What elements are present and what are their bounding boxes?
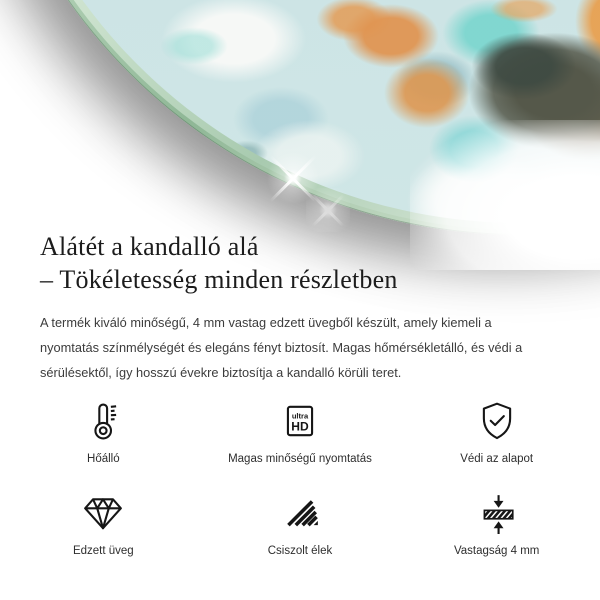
page-title-line1: Alátét a kandalló alá (40, 232, 259, 261)
feature-grid (0, 400, 600, 558)
feature-thickness-4mm (398, 492, 595, 558)
page-title-line2: – Tökéletesség minden részletben (40, 265, 398, 294)
feature-label: Csiszolt élek (267, 545, 333, 557)
product-description-section (0, 230, 600, 385)
feature-protects-base (398, 400, 595, 466)
product-description-text: A termék kiváló minőségű, 4 mm vastag edzett üvegből készült, amely kiemeli a nyomtatás színmélységét és elegáns fényt biztosít. Magas hőmérsékletálló, és védi a sérülésektől, így hosszú évekre biztosítja a kandalló körüli teret. (40, 315, 523, 380)
feature-label: Védi az alapot (460, 453, 534, 465)
polished-edge-icon (279, 492, 321, 534)
feature-tempered-glass (5, 492, 202, 558)
feature-label: Magas minőségű nyomtatás (228, 453, 372, 465)
svg-text:HD: HD (291, 419, 309, 434)
feature-label: Edzett üveg (72, 545, 134, 557)
product-image (0, 0, 600, 235)
feature-ultra-hd-print (202, 400, 399, 466)
feature-label: Vastagság 4 mm (453, 545, 540, 557)
marble-print-surface (0, 0, 600, 223)
page-title (40, 230, 560, 296)
feature-polished-edges (202, 492, 399, 558)
thickness-icon (476, 492, 518, 534)
feature-heat-resistant (5, 400, 202, 466)
diamond-icon (82, 492, 124, 534)
shield-check-icon (476, 400, 518, 442)
svg-text:ultra: ultra (291, 411, 309, 421)
feature-label: Hőálló (87, 453, 120, 465)
thermometer-icon (82, 400, 124, 442)
ultra-hd-icon (279, 400, 321, 442)
